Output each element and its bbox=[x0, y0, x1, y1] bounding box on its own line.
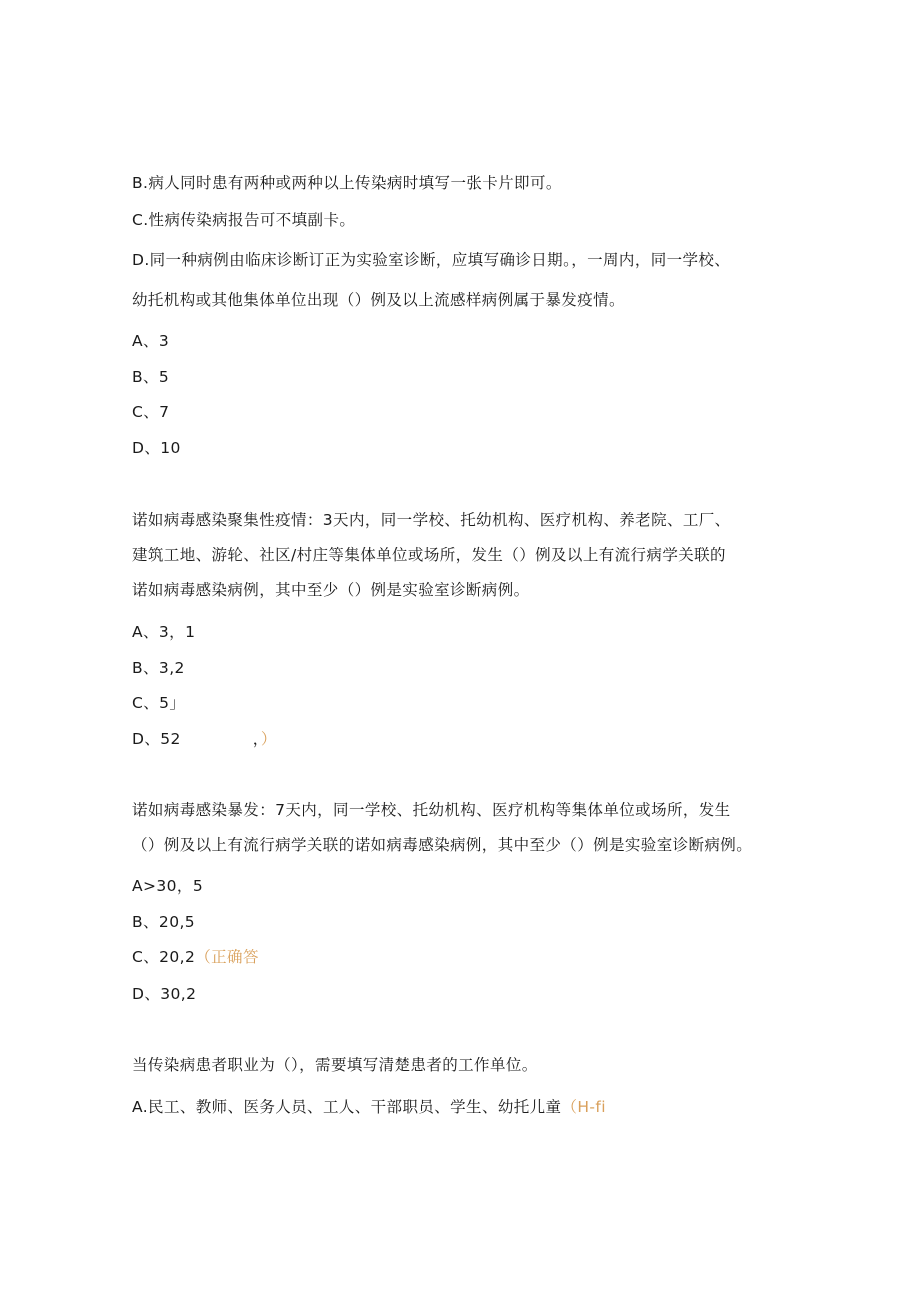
choice-b: B、3,2 bbox=[132, 659, 185, 677]
option-d-text: D.同一种病例由临床诊断订正为实验室诊断，应填写确诊日期。，一周内，同一学校、 bbox=[132, 251, 731, 269]
question-text: （）例及以上有流行病学关联的诺如病毒感染病例，其中至少（）例是实验室诊断病例。 bbox=[132, 836, 753, 854]
choice-c: C、5」 bbox=[132, 694, 186, 712]
choice-c: C、7 bbox=[132, 403, 170, 421]
answer-mark: （H-fi bbox=[561, 1098, 606, 1116]
choice-b: B、5 bbox=[132, 368, 170, 386]
stray-comma: ， bbox=[252, 730, 261, 748]
choice-a-label: A.民工、教师、医务人员、工人、干部职员、学生、幼托儿童 bbox=[132, 1098, 562, 1116]
option-c-text: C.性病传染病报告可不填副卡。 bbox=[132, 211, 356, 229]
choice-d-label: D、52 bbox=[132, 730, 181, 748]
question-text: 幼托机构或其他集体单位出现（）例及以上流感样病例属于暴发疫情。 bbox=[132, 291, 625, 309]
choice-c bbox=[132, 947, 259, 967]
choice-a: A、3 bbox=[132, 332, 170, 350]
choice-a: A>30，5 bbox=[132, 877, 204, 895]
choice-d: D、30,2 bbox=[132, 985, 197, 1003]
choice-c-label: C、20,2 bbox=[132, 948, 196, 966]
option-b-text: B.病人同时患有两种或两种以上传染病时填写一张卡片即可。 bbox=[132, 174, 562, 192]
answer-mark: （正确答 bbox=[195, 948, 259, 966]
question-text: 诺如病毒感染聚集性疫情：3天内，同一学校、托幼机构、医疗机构、养老院、工厂、 bbox=[132, 511, 731, 529]
question-text: 当传染病患者职业为（），需要填写清楚患者的工作单位。 bbox=[132, 1056, 538, 1074]
question-text: 诺如病毒感染病例，其中至少（）例是实验室诊断病例。 bbox=[132, 581, 530, 599]
question-text: 诺如病毒感染暴发：7天内，同一学校、托幼机构、医疗机构等集体单位或场所，发生 bbox=[132, 801, 731, 819]
choice-d: D、10 bbox=[132, 439, 181, 457]
answer-mark: ） bbox=[260, 730, 277, 748]
choice-a bbox=[132, 1097, 606, 1117]
question-text: 建筑工地、游轮、社区/村庄等集体单位或场所，发生（）例及以上有流行病学关联的 bbox=[132, 546, 726, 564]
choice-b: B、20,5 bbox=[132, 913, 196, 931]
choice-a: A、3，1 bbox=[132, 623, 196, 641]
choice-d bbox=[132, 729, 277, 749]
